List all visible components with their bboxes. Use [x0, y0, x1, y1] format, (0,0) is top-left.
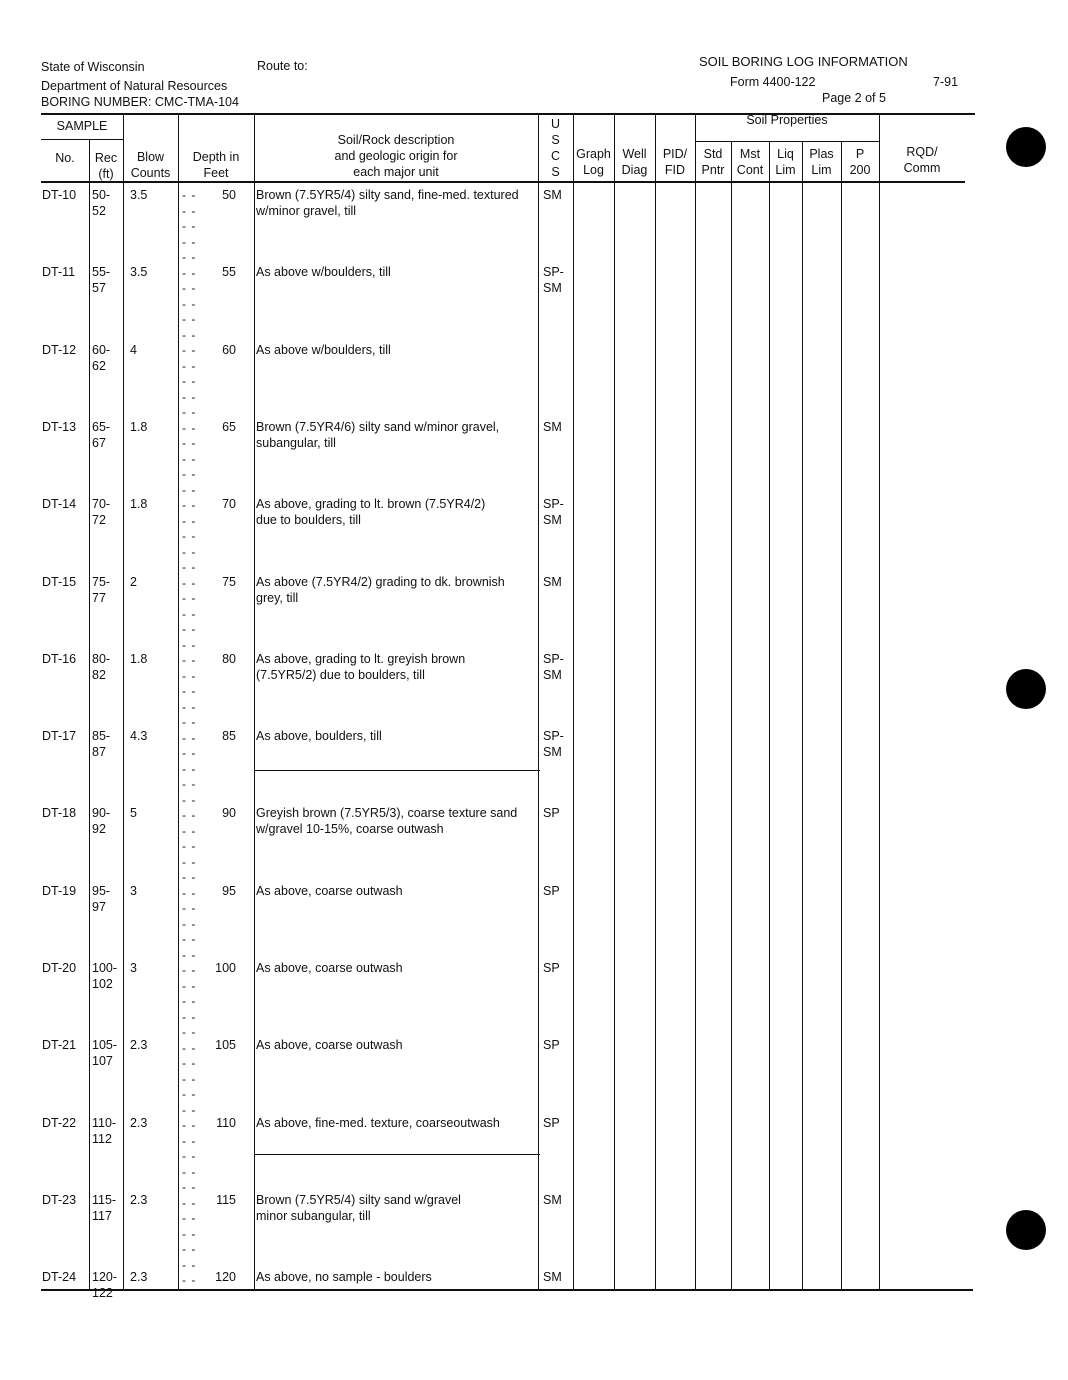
- soil-description: As above, grading to lt. brown (7.5YR4/2) due to boulders, till: [256, 497, 486, 527]
- blow-count: 4: [130, 343, 137, 357]
- header-p200: P 200: [849, 147, 871, 177]
- sample-group-rule: [41, 139, 123, 140]
- blow-count: 3.5: [130, 265, 148, 279]
- sample-number: DT-20: [42, 961, 77, 975]
- recovery-interval: 115- 117: [92, 1193, 117, 1223]
- depth-value: 105: [215, 1038, 236, 1052]
- depth-value: 75: [222, 575, 236, 589]
- sample-number: DT-19: [42, 884, 77, 898]
- unit-boundary-85: [254, 770, 540, 771]
- col-sep-liq: [802, 141, 803, 1289]
- soil-description: Brown (7.5YR4/6) silty sand w/minor gravel, subangular, till: [256, 420, 500, 450]
- depth-value: 85: [222, 729, 236, 743]
- col-sep-depth: [254, 113, 255, 1289]
- blow-count: 5: [130, 806, 137, 820]
- uscs-class: SP: [543, 1038, 560, 1052]
- soil-description: Greyish brown (7.5YR5/3), coarse texture sand w/gravel 10-15%, coarse outwash: [256, 806, 518, 836]
- recovery-interval: 105- 107: [92, 1038, 118, 1068]
- sample-number: DT-14: [42, 497, 77, 511]
- blow-count: 3.5: [130, 188, 148, 202]
- depth-value: 50: [222, 188, 236, 202]
- soil-description: As above w/boulders, till: [256, 265, 391, 279]
- col-sep-no: [89, 140, 90, 1289]
- depth-value: 80: [222, 652, 236, 666]
- header-description: Soil/Rock description and geologic origin for each major unit: [334, 133, 458, 179]
- col-sep-p200: [879, 113, 880, 1289]
- uscs-class: SP: [543, 806, 560, 820]
- recovery-interval: 65- 67: [92, 420, 111, 450]
- header-plas-lim: Plas Lim: [809, 147, 834, 177]
- depth-value: 110: [216, 1116, 236, 1130]
- depth-value: 100: [215, 961, 236, 975]
- table-bottom-rule: [41, 1289, 973, 1291]
- header-rqd-comm: RQD/ Comm: [903, 145, 941, 175]
- header-bottom-rule: [41, 181, 965, 183]
- uscs-class: SM: [543, 1193, 562, 1207]
- header-rec: Rec (ft): [94, 151, 118, 181]
- uscs-class: SM: [543, 1270, 562, 1284]
- soil-description: As above (7.5YR4/2) grading to dk. brownish grey, till: [256, 575, 505, 605]
- blow-count: 1.8: [130, 497, 148, 511]
- page-indicator: Page 2 of 5: [822, 91, 886, 105]
- col-sep-pid: [695, 113, 696, 1289]
- agency-name: State of Wisconsin: [41, 60, 145, 74]
- blow-count: 2.3: [130, 1270, 148, 1284]
- blow-count: 2: [130, 575, 137, 589]
- blow-count: 2.3: [130, 1116, 148, 1130]
- header-soil-properties: Soil Properties: [746, 113, 828, 127]
- soil-description: As above, coarse outwash: [256, 961, 403, 975]
- soil-description: Brown (7.5YR5/4) silty sand, fine-med. textured w/minor gravel, till: [256, 188, 519, 218]
- recovery-interval: 60- 62: [92, 343, 111, 373]
- recovery-interval: 100- 102: [92, 961, 118, 991]
- depth-value: 60: [222, 343, 236, 357]
- soil-description: As above, coarse outwash: [256, 884, 403, 898]
- header-liq-lim: Liq Lim: [775, 147, 796, 177]
- sample-number: DT-24: [42, 1270, 77, 1284]
- punch-hole-top: [1006, 127, 1046, 167]
- uscs-class: SM: [543, 188, 562, 202]
- sample-number: DT-22: [42, 1116, 77, 1130]
- soil-description: As above, boulders, till: [256, 729, 382, 743]
- blow-count: 1.8: [130, 652, 148, 666]
- recovery-interval: 95- 97: [92, 884, 111, 914]
- sample-number: DT-10: [42, 188, 77, 202]
- soil-description: As above, coarse outwash: [256, 1038, 403, 1052]
- form-number: Form 4400-122: [730, 75, 816, 89]
- boring-number: BORING NUMBER: CMC-TMA-104: [41, 95, 239, 109]
- sample-number: DT-15: [42, 575, 77, 589]
- recovery-interval: 110- 112: [92, 1116, 117, 1146]
- uscs-class: SM: [543, 420, 562, 434]
- recovery-interval: 55- 57: [92, 265, 111, 295]
- recovery-interval: 90- 92: [92, 806, 111, 836]
- col-sep-desc: [538, 113, 539, 1289]
- uscs-class: SP- SM: [543, 652, 564, 682]
- recovery-interval: 70- 72: [92, 497, 111, 527]
- recovery-interval: 85- 87: [92, 729, 111, 759]
- header-pid-fid: PID/ FID: [662, 147, 688, 177]
- blow-count: 3: [130, 961, 137, 975]
- sample-number: DT-16: [42, 652, 77, 666]
- header-std-pntr: Std Pntr: [701, 147, 725, 177]
- header-mst-cont: Mst Cont: [736, 147, 764, 177]
- recovery-interval: 75- 77: [92, 575, 111, 605]
- unit-boundary-112: [254, 1154, 540, 1155]
- uscs-class: SP- SM: [543, 265, 564, 295]
- header-uscs: U S C S: [550, 117, 561, 179]
- sample-number: DT-18: [42, 806, 77, 820]
- col-sep-mst: [769, 141, 770, 1289]
- sample-number: DT-17: [42, 729, 77, 743]
- soil-description: As above, grading to lt. greyish brown (7.5YR5/2) due to boulders, till: [256, 652, 466, 682]
- soil-description: As above w/boulders, till: [256, 343, 391, 357]
- col-sep-graph: [614, 113, 615, 1289]
- uscs-class: SP: [543, 884, 560, 898]
- route-to-label: Route to:: [257, 59, 308, 73]
- recovery-interval: 50- 52: [92, 188, 111, 218]
- col-sep-plas: [841, 141, 842, 1289]
- depth-value: 115: [216, 1193, 236, 1207]
- header-well-diag: Well Diag: [621, 147, 648, 177]
- header-depth: Depth in Feet: [192, 150, 240, 180]
- header-graph-log: Graph Log: [576, 147, 611, 177]
- depth-value: 90: [222, 806, 236, 820]
- depth-value: 65: [222, 420, 236, 434]
- recovery-interval: 80- 82: [92, 652, 111, 682]
- depth-value: 95: [222, 884, 236, 898]
- uscs-class: SP- SM: [543, 497, 564, 527]
- col-sep-rec: [123, 113, 124, 1289]
- blow-count: 3: [130, 884, 137, 898]
- soil-props-group-rule: [695, 141, 879, 142]
- punch-hole-middle: [1006, 669, 1046, 709]
- sample-number: DT-13: [42, 420, 77, 434]
- blow-count: 1.8: [130, 420, 148, 434]
- col-sep-uscs: [573, 113, 574, 1289]
- blow-count: 2.3: [130, 1038, 148, 1052]
- form-revision: 7-91: [933, 75, 959, 89]
- recovery-interval: 120- 122: [92, 1270, 118, 1300]
- sample-number: DT-12: [42, 343, 77, 357]
- uscs-class: SP- SM: [543, 729, 564, 759]
- header-sample: SAMPLE: [56, 119, 108, 133]
- header-no: No.: [55, 151, 75, 165]
- uscs-class: SP: [543, 1116, 560, 1130]
- blow-count: 2.3: [130, 1193, 148, 1207]
- uscs-class: SM: [543, 575, 562, 589]
- depth-value: 120: [215, 1270, 236, 1284]
- soil-description: As above, fine-med. texture, coarseoutwash: [256, 1116, 500, 1130]
- blow-count: 4.3: [130, 729, 148, 743]
- col-sep-std: [731, 141, 732, 1289]
- depth-value: 55: [222, 265, 236, 279]
- punch-hole-bottom: [1006, 1210, 1046, 1250]
- uscs-class: SP: [543, 961, 560, 975]
- sample-number: DT-21: [42, 1038, 77, 1052]
- sample-number: DT-11: [42, 265, 76, 279]
- col-sep-blow: [178, 113, 179, 1289]
- depth-value: 70: [222, 497, 236, 511]
- soil-description: Brown (7.5YR5/4) silty sand w/gravel minor subangular, till: [256, 1193, 461, 1223]
- depth-tick-marks: - - - - - - - - - - - - - - - - - - - - - - - - - - - - - - - - - - - - - - - - - - - - - - - - - - - - - - - - - - - - - - - - - - - - - - - - - - - - - - - - - - - - - - - - - - - - - - - - - - - - - - - - - - - - - - - - - - - - - - - - - - - - - - - - - - - - - - - - - - - - - -: [182, 188, 197, 1287]
- header-blow-counts: Blow Counts: [130, 150, 171, 180]
- col-sep-well: [655, 113, 656, 1289]
- sample-number: DT-23: [42, 1193, 77, 1207]
- soil-description: As above, no sample - boulders: [256, 1270, 432, 1284]
- department-name: Department of Natural Resources: [41, 79, 228, 93]
- form-title: SOIL BORING LOG INFORMATION: [699, 54, 908, 69]
